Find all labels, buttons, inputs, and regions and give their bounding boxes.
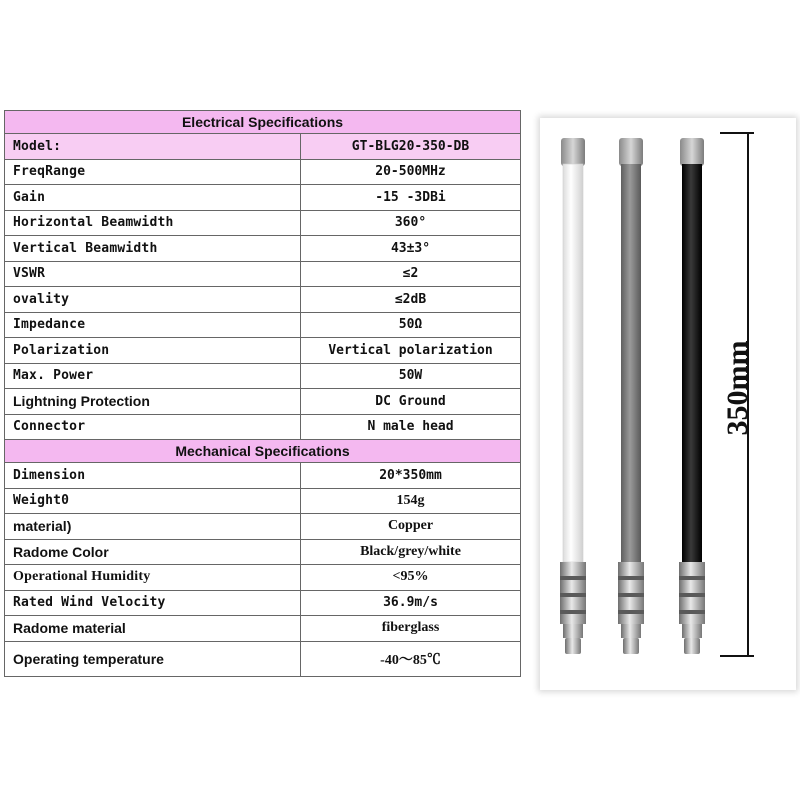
spec-table bbox=[4, 110, 521, 677]
spec-row bbox=[5, 414, 521, 440]
spec-label: Horizontal Beamwidth bbox=[5, 210, 301, 236]
spec-row bbox=[5, 539, 521, 565]
spec-value: N male head bbox=[301, 414, 521, 440]
spec-row bbox=[5, 463, 521, 489]
spec-value: 20-500MHz bbox=[301, 159, 521, 185]
spec-row bbox=[5, 261, 521, 287]
spec-row bbox=[5, 590, 521, 616]
spec-row bbox=[5, 210, 521, 236]
spec-value: 50W bbox=[301, 363, 521, 389]
spec-value: 20*350mm bbox=[301, 463, 521, 489]
spec-label: Connector bbox=[5, 414, 301, 440]
spec-value: -40～85℃ bbox=[301, 641, 521, 676]
spec-label: Operating temperature bbox=[5, 641, 301, 676]
spec-row bbox=[5, 488, 521, 514]
spec-row bbox=[5, 641, 521, 676]
antenna-black bbox=[679, 138, 705, 654]
spec-row bbox=[5, 514, 521, 540]
spec-row bbox=[5, 287, 521, 313]
spec-label: Radome material bbox=[5, 616, 301, 642]
spec-label: ovality bbox=[5, 287, 301, 313]
spec-label: Model: bbox=[5, 134, 301, 160]
spec-value: ≤2dB bbox=[301, 287, 521, 313]
spec-row bbox=[5, 312, 521, 338]
mechanical-header-row bbox=[5, 440, 521, 463]
spec-row bbox=[5, 616, 521, 642]
spec-label: Vertical Beamwidth bbox=[5, 236, 301, 262]
spec-value: Copper bbox=[301, 514, 521, 540]
spec-label: Gain bbox=[5, 185, 301, 211]
spec-value: DC Ground bbox=[301, 389, 521, 415]
spec-value: GT-BLG20-350-DB bbox=[301, 134, 521, 160]
electrical-header-row bbox=[5, 111, 521, 134]
spec-label: Weight0 bbox=[5, 488, 301, 514]
spec-label: Dimension bbox=[5, 463, 301, 489]
mechanical-title: Mechanical Specifications bbox=[5, 440, 521, 463]
spec-value: -15 -3DBi bbox=[301, 185, 521, 211]
antenna-grey bbox=[618, 138, 644, 654]
spec-row bbox=[5, 565, 521, 591]
spec-value: ≤2 bbox=[301, 261, 521, 287]
spec-value: fiberglass bbox=[301, 616, 521, 642]
spec-row bbox=[5, 389, 521, 415]
spec-value: 36.9m/s bbox=[301, 590, 521, 616]
spec-label: Lightning Protection bbox=[5, 389, 301, 415]
spec-value: 154g bbox=[301, 488, 521, 514]
antenna-illustration bbox=[540, 118, 796, 690]
spec-row bbox=[5, 236, 521, 262]
spec-label: Polarization bbox=[5, 338, 301, 364]
spec-row bbox=[5, 338, 521, 364]
spec-label: Rated Wind Velocity bbox=[5, 590, 301, 616]
spec-label: FreqRange bbox=[5, 159, 301, 185]
spec-row bbox=[5, 185, 521, 211]
spec-row-model bbox=[5, 134, 521, 160]
antenna-white bbox=[560, 138, 586, 654]
spec-label: Max. Power bbox=[5, 363, 301, 389]
spec-row bbox=[5, 363, 521, 389]
electrical-title: Electrical Specifications bbox=[5, 111, 521, 134]
spec-label: VSWR bbox=[5, 261, 301, 287]
antenna-product-photo bbox=[540, 118, 796, 690]
spec-label: Impedance bbox=[5, 312, 301, 338]
spec-row bbox=[5, 159, 521, 185]
spec-value: <95% bbox=[301, 565, 521, 591]
spec-value: 43±3° bbox=[301, 236, 521, 262]
spec-label: Radome Color bbox=[5, 539, 301, 565]
spec-label: material) bbox=[5, 514, 301, 540]
spec-value: 50Ω bbox=[301, 312, 521, 338]
dimension-label: 350mm bbox=[721, 340, 754, 436]
spec-value: 360° bbox=[301, 210, 521, 236]
spec-label: Operational Humidity bbox=[5, 565, 301, 591]
spec-value: Vertical polarization bbox=[301, 338, 521, 364]
spec-value: Black/grey/white bbox=[301, 539, 521, 565]
